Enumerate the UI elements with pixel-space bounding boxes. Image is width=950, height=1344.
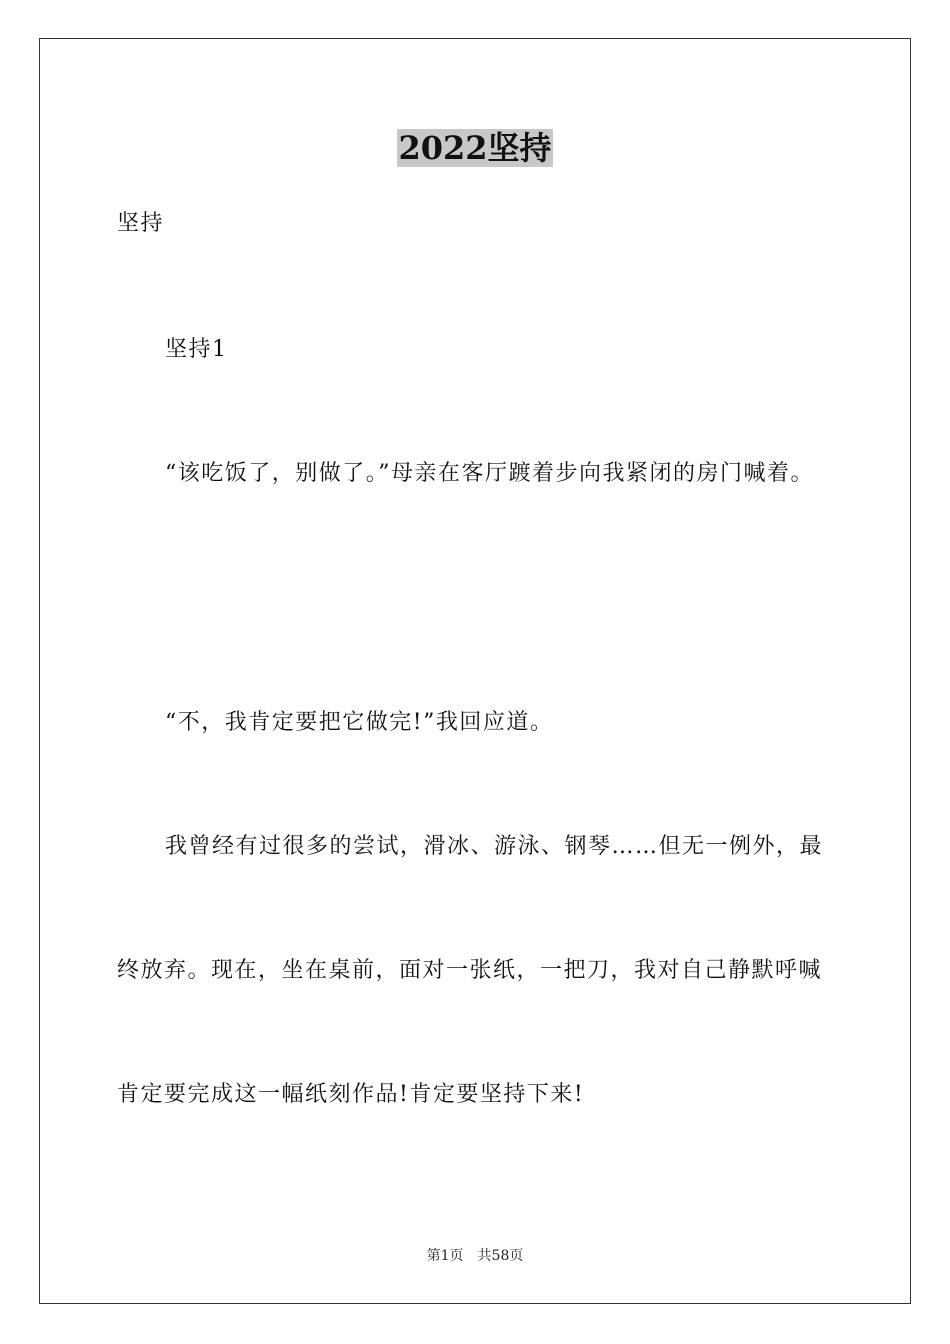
document-title-text: 2022坚持	[398, 129, 552, 167]
page-footer	[0, 1247, 950, 1265]
paragraph-1: “该吃饭了，别做了。”母亲在客厅踱着步向我紧闭的房门喊着。	[165, 461, 814, 486]
paragraph-2: “不，我肯定要把它做完!”我回应道。	[165, 710, 554, 735]
document-subtitle: 坚持	[117, 211, 165, 236]
page-number: 第1页	[426, 1248, 464, 1264]
section-heading: 坚持1	[165, 337, 228, 362]
paragraph-3-line-3: 肯定要完成这一幅纸刻作品!肯定要坚持下来!	[117, 1082, 585, 1107]
document-title	[0, 128, 950, 168]
page-total: 共58页	[477, 1248, 524, 1264]
page-border	[39, 38, 911, 1304]
paragraph-3-line-2: 终放弃。现在，坐在桌前，面对一张纸，一把刀，我对自己静默呼喊	[117, 958, 823, 983]
paragraph-3-line-1: 我曾经有过很多的尝试，滑冰、游泳、钢琴……但无一例外，最	[165, 834, 824, 859]
